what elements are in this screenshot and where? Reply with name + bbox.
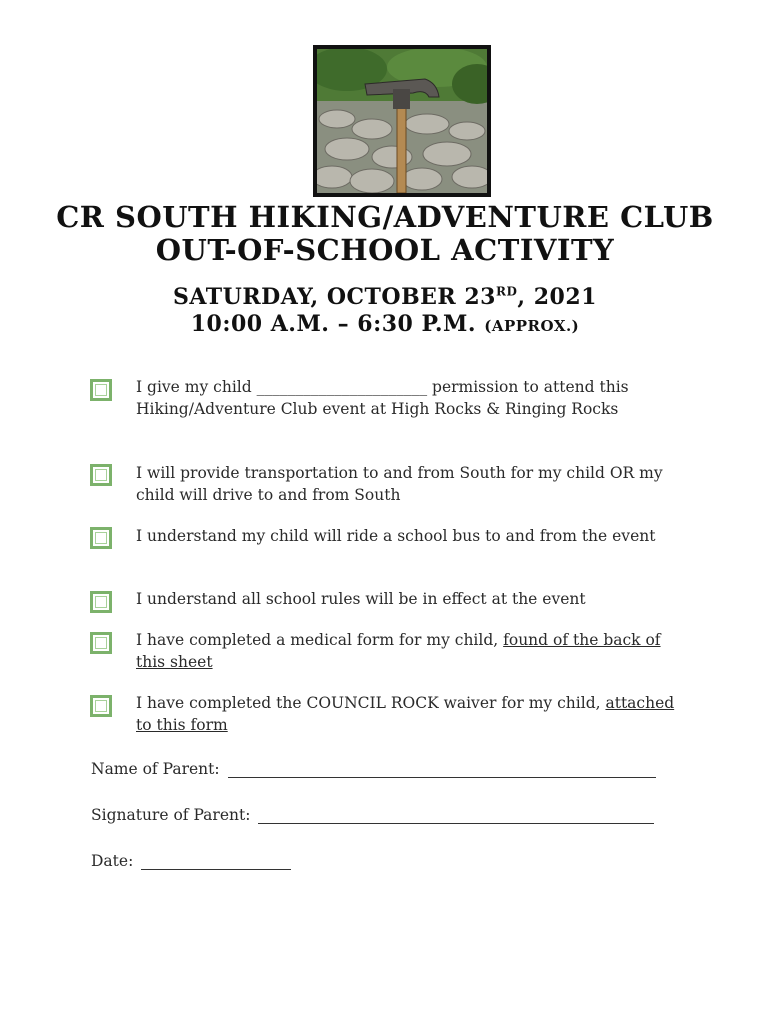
signature-label: Signature of Parent: [91,806,251,824]
page-subtitle: OUT-OF-SCHOOL ACTIVITY [155,233,615,267]
checklist-item-permission: I give my child ______________________ permission to attend this Hiking/Adventure Club event at High Rocks & Ringing Rocks [136,378,629,418]
date-label: Date: [91,852,134,870]
checklist-item-waiver: I have completed the COUNCIL ROCK waiver for my child, attached to this form [136,694,675,734]
parent-name-label: Name of Parent: [91,760,220,778]
parent-name-line[interactable] [228,763,656,778]
date-field [91,852,291,870]
signature-field [91,806,654,824]
checkbox-icon[interactable] [90,591,112,613]
checklist-item-transportation: I will provide transportation to and from South for my child OR my child will drive to and from South [136,464,663,504]
page-title: CR SOUTH HIKING/ADVENTURE CLUB [56,200,714,234]
checklist-item-medical-form: I have completed a medical form for my child, found of the back of this sheet [136,631,661,671]
parent-name-field [91,760,656,778]
event-date: SATURDAY, OCTOBER 23RD, 2021 [173,284,597,310]
checkbox-icon[interactable] [90,695,112,717]
checkbox-icon[interactable] [90,527,112,549]
checkbox-icon[interactable] [90,464,112,486]
event-time: 10:00 A.M. – 6:30 P.M. (APPROX.) [190,311,580,337]
checkbox-icon[interactable] [90,632,112,654]
checklist-item-school-rules: I understand all school rules will be in effect at the event [136,590,586,608]
checkbox-icon[interactable] [90,379,112,401]
checklist-item-school-bus: I understand my child will ride a school bus to and from the event [136,527,656,545]
date-line[interactable] [141,855,291,870]
signature-line[interactable] [258,809,654,824]
header-photo [313,45,491,197]
